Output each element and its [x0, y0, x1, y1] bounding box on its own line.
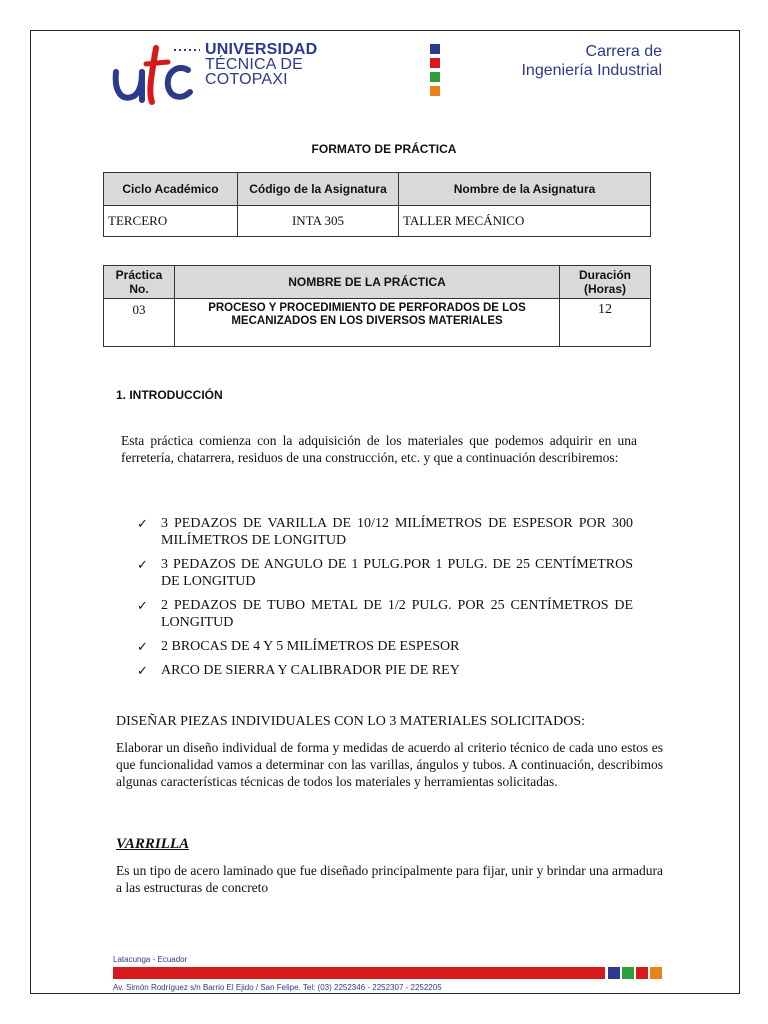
practice-table [103, 265, 651, 347]
list-item: ✓ 3 PEDAZOS DE VARILLA DE 10/12 MILÍMETROS DE ESPESOR POR 300 MILÍMETROS DE LONGITUD [137, 516, 633, 548]
header-practice-name: NOMBRE DE LA PRÁCTICA [175, 266, 560, 299]
header-duration: Duración (Horas) [560, 266, 651, 299]
academic-cycle-value: TERCERO [104, 206, 238, 237]
career-line-1: Carrera de [585, 43, 662, 60]
footer-color-squares [608, 967, 664, 985]
footer-city: Latacunga - Ecuador [113, 955, 188, 964]
materials-list [137, 515, 633, 686]
checkmark-icon: ✓ [137, 598, 148, 613]
subject-table [103, 172, 651, 237]
checkmark-icon: ✓ [137, 663, 148, 678]
checkmark-icon: ✓ [137, 516, 148, 531]
introduction-heading: 1. INTRODUCCIÓN [116, 388, 223, 402]
footer-address: Av. Simón Rodríguez s/n Barrio El Ejido / San Felipe. Tel: (03) 2252346 - 2252307 - 2252205 [113, 983, 442, 992]
practice-name-value: PROCESO Y PROCEDIMIENTO DE PERFORADOS DE LOS MECANIZADOS EN LOS DIVERSOS MATERIALES [175, 299, 560, 347]
header-practice-no: Práctica No. [104, 266, 175, 299]
header-subject-name: Nombre de la Asignatura [399, 173, 651, 206]
subject-name-value: TALLER MECÁNICO [399, 206, 651, 237]
design-heading: DISEÑAR PIEZAS INDIVIDUALES CON LO 3 MATERIALES SOLICITADOS: [116, 714, 586, 729]
checkmark-icon: ✓ [137, 639, 148, 654]
practice-number-value: 03 [104, 299, 175, 347]
university-line-2: TÉCNICA DE [205, 56, 304, 73]
list-item: ✓ 3 PEDAZOS DE ANGULO DE 1 PULG.POR 1 PULG. DE 25 CENTÍMETROS DE LONGITUD [137, 557, 633, 589]
university-name [205, 42, 317, 87]
brand-color-squares [430, 44, 440, 100]
varilla-heading: VARRILLA [116, 836, 190, 852]
university-line-1: UNIVERSIDAD [205, 41, 318, 58]
introduction-paragraph: Esta práctica comienza con la adquisición de los materiales que podemos adquirir en una ferretería, chatarrera, residuos de una construcción, etc. y que a continuación describiremos: [121, 433, 637, 465]
varilla-paragraph: Es un tipo de acero laminado que fue diseñado principalmente para fijar, unir y brindar una armadura a las estructuras de concreto [116, 863, 663, 895]
format-title: FORMATO DE PRÁCTICA [311, 142, 457, 156]
footer-red-bar [113, 967, 605, 979]
checkmark-icon: ✓ [137, 557, 148, 572]
career-line-2: Ingeniería Industrial [521, 62, 662, 79]
utc-logo-icon [112, 42, 202, 114]
university-line-3: COTOPAXI [205, 71, 288, 88]
career-name [480, 42, 662, 80]
subject-code-value: INTA 305 [238, 206, 399, 237]
list-item: ✓ 2 BROCAS DE 4 Y 5 MILÍMETROS DE ESPESOR [137, 639, 460, 654]
design-paragraph: Elaborar un diseño individual de forma y medidas de acuerdo al criterio técnico de cada uno estos es que funcionalidad vamos a determinar con las varillas, ángulos y tubos. A continuación, describimos algunas características técnicas de todos los materiales y herramientas solicitadas. [116, 740, 663, 789]
list-item: ✓ 2 PEDAZOS DE TUBO METAL DE 1/2 PULG. POR 25 CENTÍMETROS DE LONGITUD [137, 598, 633, 630]
header-academic-cycle: Ciclo Académico [104, 173, 238, 206]
list-item: ✓ ARCO DE SIERRA Y CALIBRADOR PIE DE REY [137, 663, 460, 678]
duration-value: 12 [560, 299, 651, 347]
header-subject-code: Código de la Asignatura [238, 173, 399, 206]
